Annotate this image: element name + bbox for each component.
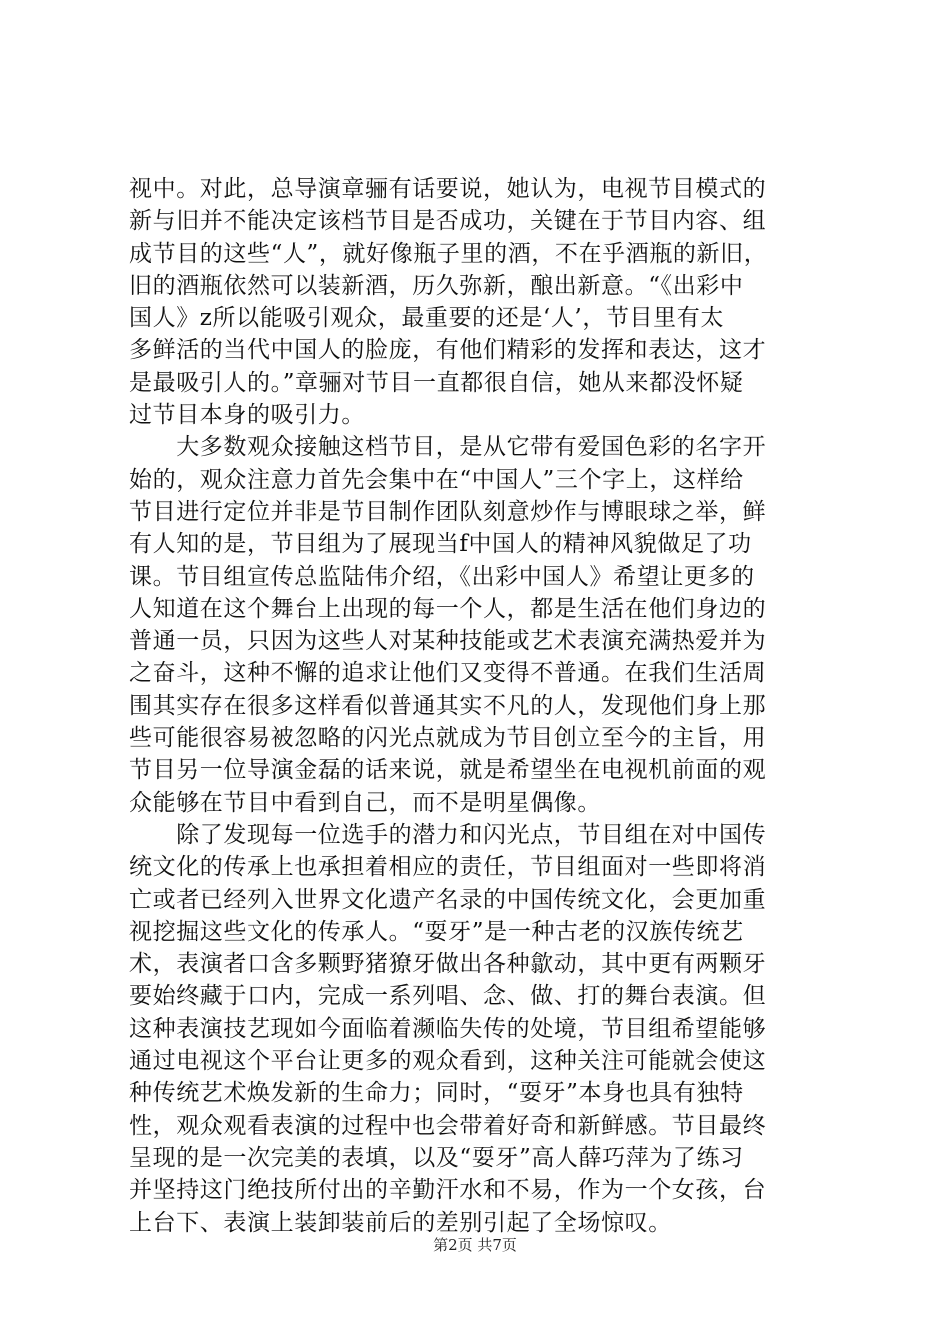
text-line: 有人知的是，节目组为了展现当f中国人的精神风貌做足了功: [129, 531, 752, 558]
text-line: 要始终藏于口内，完成一系列唱、念、做、打的舞台表演。但: [129, 983, 767, 1010]
text-line: 这种表演技艺现如今面临着濒临失传的处境，节目组希望能够: [129, 1015, 767, 1042]
text-line: 是最吸引人的。”章骊对节目一直都很自信，她从来都没怀疑: [129, 369, 744, 396]
text-line: 众能够在节目中看到自己，而不是明星偶像。: [129, 789, 601, 816]
text-line: 呈现的是一次完美的表填，以及“耍牙”高人薛巧萍为了练习: [129, 1144, 744, 1171]
text-line: 性，观众观看表演的过程中也会带着好奇和新鲜感。节目最终: [129, 1112, 767, 1139]
text-line: 术，表演者口含多颗野猪獠牙做出各种歙动，其中更有两颗牙: [129, 951, 767, 978]
text-line: 国人》z所以能吸引观众，最重要的还是‘人’，节目里有太: [129, 305, 724, 332]
text-line: 节目另一位导演金磊的话来说，就是希望坐在电视机前面的观: [129, 757, 767, 784]
text-line: 旧的酒瓶依然可以装新酒，历久弥新，酿出新意。“《出彩中: [129, 272, 744, 299]
text-line: 大多数观众接触这档节目，是从它带有爱国色彩的名字开: [129, 434, 767, 461]
text-line: 视中。对此，总导演章骊有话要说，她认为，电视节目模式的: [129, 176, 767, 202]
text-line: 节目进行定位并非是节目制作团队刻意炒作与博眼球之举，鲜: [129, 498, 767, 525]
text-line: 之奋斗，这种不懈的追求让他们又变得不普通。在我们生活周: [129, 660, 767, 687]
text-line: 围其实存在很多这样看似普通其实不凡的人，发现他们身上那: [129, 692, 767, 719]
text-line: 多鲜活的当代中国人的脸庞，有他们精彩的发挥和表达，这才: [129, 337, 767, 364]
article-body: [129, 173, 834, 1239]
text-line: 新与旧并不能决定该档节目是否成功，关键在于节目内容、组: [129, 208, 767, 235]
text-line: 并坚持这门绝技所付出的辛勤汗水和不易，作为一个女孩，台: [129, 1177, 767, 1204]
text-line: 亡或者已经列入世界文化遗产名录的中国传统文化，会更加重: [129, 886, 767, 913]
page-number-footer: 第2页 共7页: [433, 1236, 517, 1254]
text-line: 些可能很容易被忽略的闪光点就成为节目创立至今的主旨，用: [129, 725, 767, 752]
text-line: 始的，观众注意力首先会集中在“中国人”三个字上，这样给: [129, 466, 744, 493]
text-line: 课。节目组宣传总监陆伟介绍，《出彩中国人》希望让更多的: [129, 563, 755, 590]
text-line: 视挖掘这些文化的传承人。“耍牙”是一种古老的汉族传统艺: [129, 918, 744, 945]
text-line: 除了发现每一位选手的潜力和闪光点，节目组在对中国传: [129, 821, 767, 848]
text-line: 上台下、表演上装卸装前后的差别引起了全场惊叹。: [129, 1209, 672, 1236]
text-line: 成节目的这些“人”，就好像瓶子里的酒，不在乎酒瓶的新旧，: [129, 240, 768, 267]
text-line: 通过电视这个平台让更多的观众看到，这种关注可能就会使这: [129, 1048, 767, 1075]
text-line: 种传统艺术焕发新的生命力；同时，“耍牙”本身也具有独特: [129, 1080, 744, 1107]
text-line: 普通一员，只因为这些人对某种技能或艺术表演充满热爱并为: [129, 628, 767, 655]
text-line: 统文化的传承上也承担着相应的责任，节目组面对一些即将消: [129, 854, 767, 881]
text-line: 过节目本身的吸引力。: [129, 402, 365, 429]
text-line: 人知道在这个舞台上出现的每一个人，都是生活在他们身边的: [129, 595, 767, 622]
